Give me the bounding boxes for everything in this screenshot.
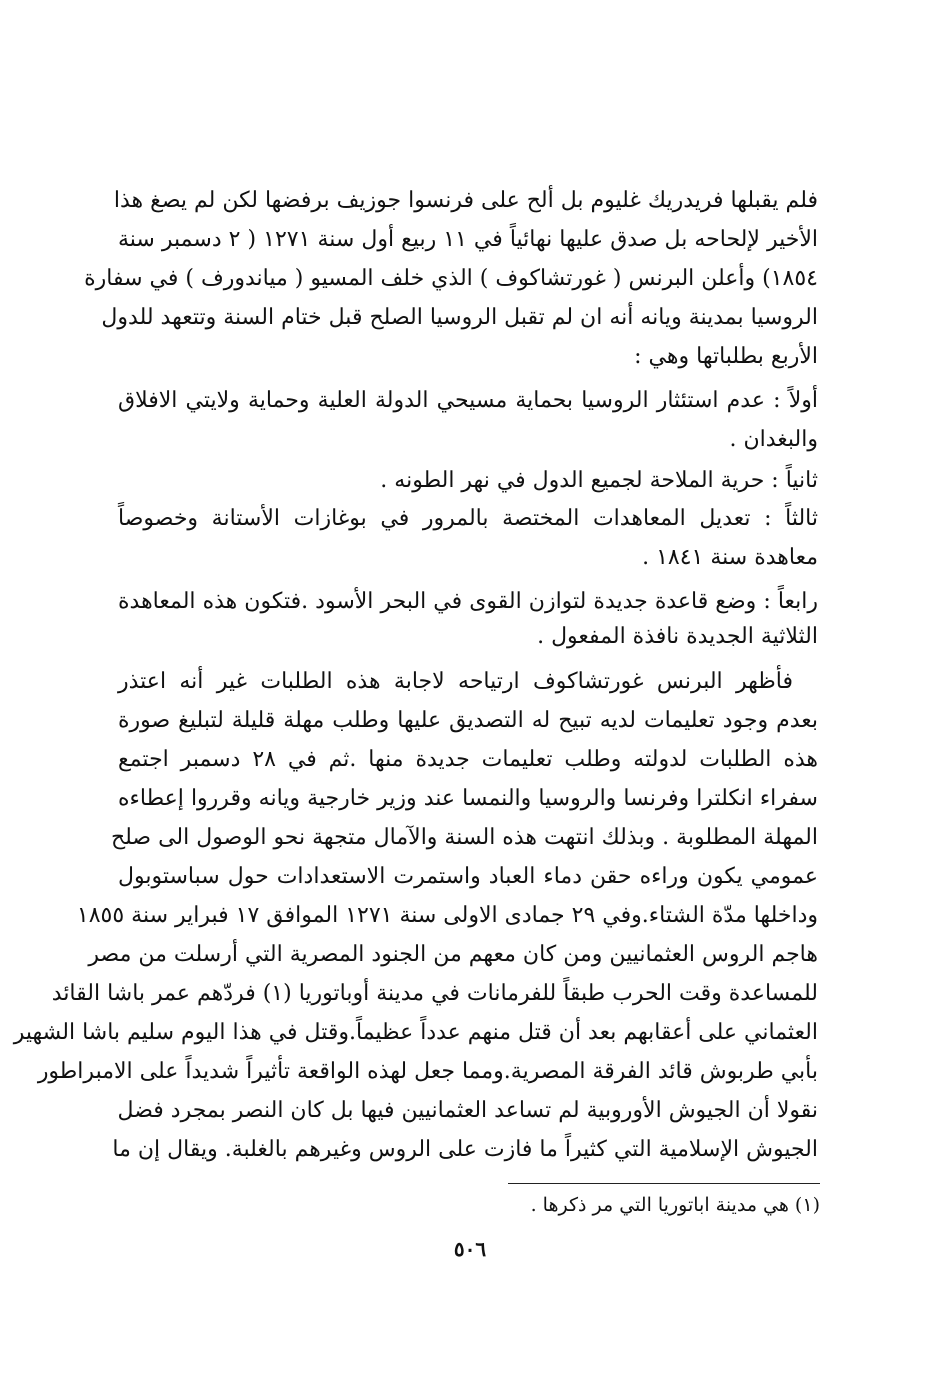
body-line-21: للمساعدة وقت الحرب طبقاً للفرمانات في مدينة أوباتوريا (١) فردّهم عمر باشا القائد <box>51 981 818 1006</box>
footnote-divider <box>508 1183 820 1184</box>
body-line-10: معاهدة سنة ١٨٤١ . <box>642 545 818 570</box>
body-line-14: بعدم وجود تعليمات لديه تبيح له التصديق عليها وطلب مهلة قليلة لتبليغ صورة <box>118 708 818 733</box>
body-line-18: عمومي يكون وراءه حقن دماء العباد واستمرت الاستعدادات حول سباستوبول <box>118 864 818 889</box>
body-line-1: فلم يقبلها فريدريك غليوم بل ألح على فرنسوا جوزيف برفضها لكن لم يصغ هذا <box>113 188 818 213</box>
body-line-9: ثالثاً : تعديل المعاهدات المختصة بالمرور في بوغازات الأستانة وخصوصاً <box>118 506 818 531</box>
body-line-5: الأربع بطلباتها وهي : <box>634 344 818 369</box>
body-line-17: المهلة المطلوبة . وبذلك انتهت هذه السنة والآمال متجهة نحو الوصول الى صلح <box>110 825 818 850</box>
page-number: ٥٠٦ <box>453 1237 487 1261</box>
body-line-7: والبغدان . <box>729 427 818 452</box>
body-line-11: رابعاً : وضع قاعدة جديدة لتوازن القوى في البحر الأسود .فتكون هذه المعاهدة <box>118 589 818 614</box>
body-line-16: سفراء انكلترا وفرنسا والروسيا والنمسا عند وزير خارجية ويانه وقرروا إعطاءه <box>118 786 818 811</box>
body-line-12: الثلاثية الجديدة نافذة المفعول . <box>537 624 818 649</box>
body-line-6: أولاً : عدم استئثار الروسيا بحماية مسيحي الدولة العلية وحماية ولايتي الافلاق <box>118 388 818 413</box>
body-line-20: هاجم الروس العثمانيين ومن كان معهم من الجنود المصرية التي أرسلت من مصر <box>88 942 818 967</box>
body-line-3: ١٨٥٤) وأعلن البرنس ( غورتشاكوف ) الذي خلف المسيو ( مياندورف ) في سفارة <box>84 266 818 291</box>
body-line-2: الأخير لإلحاحه بل صدق عليها نهائياً في ١١ ربيع أول سنة ١٢٧١ ( ٢ دسمبر سنة <box>118 227 818 252</box>
body-line-15: هذه الطلبات لدولته وطلب تعليمات جديدة منها .ثم في ٢٨ دسمبر اجتمع <box>118 747 818 772</box>
body-line-8: ثانياً : حرية الملاحة لجميع الدول في نهر الطونه . <box>380 468 818 493</box>
body-line-19: وداخلها مدّة الشتاء.وفي ٢٩ جمادى الاولى سنة ١٢٧١ الموافق ١٧ فبراير سنة ١٨٥٥ <box>76 903 818 928</box>
body-line-23: بأبي طربوش قائد الفرقة المصرية.ومما جعل لهذه الواقعة تأثيراً شديداً على الامبراطور <box>37 1059 818 1084</box>
body-line-22: العثماني على أعقابهم بعد أن قتل منهم عدداً عظيماً.وقتل في هذا اليوم سليم باشا الشهير <box>13 1020 818 1045</box>
body-line-13: فأظهر البرنس غورتشاكوف ارتياحه لاجابة هذه الطلبات غير أنه اعتذر <box>118 669 793 694</box>
body-line-24: نقولا أن الجيوش الأوروبية لم تساعد العثمانيين فيها بل كان النصر بمجرد فضل <box>117 1098 818 1123</box>
footnote: (١) هي مدينة اباتوريا التي مر ذكرها . <box>530 1194 820 1216</box>
body-line-25: الجيوش الإسلامية التي كثيراً ما فازت على الروس وغيرهم بالغلبة. ويقال إن ما <box>112 1137 818 1162</box>
body-line-4: الروسيا بمدينة ويانه أنه ان لم تقبل الروسيا الصلح قبل ختام السنة وتتعهد للدول <box>101 305 818 330</box>
